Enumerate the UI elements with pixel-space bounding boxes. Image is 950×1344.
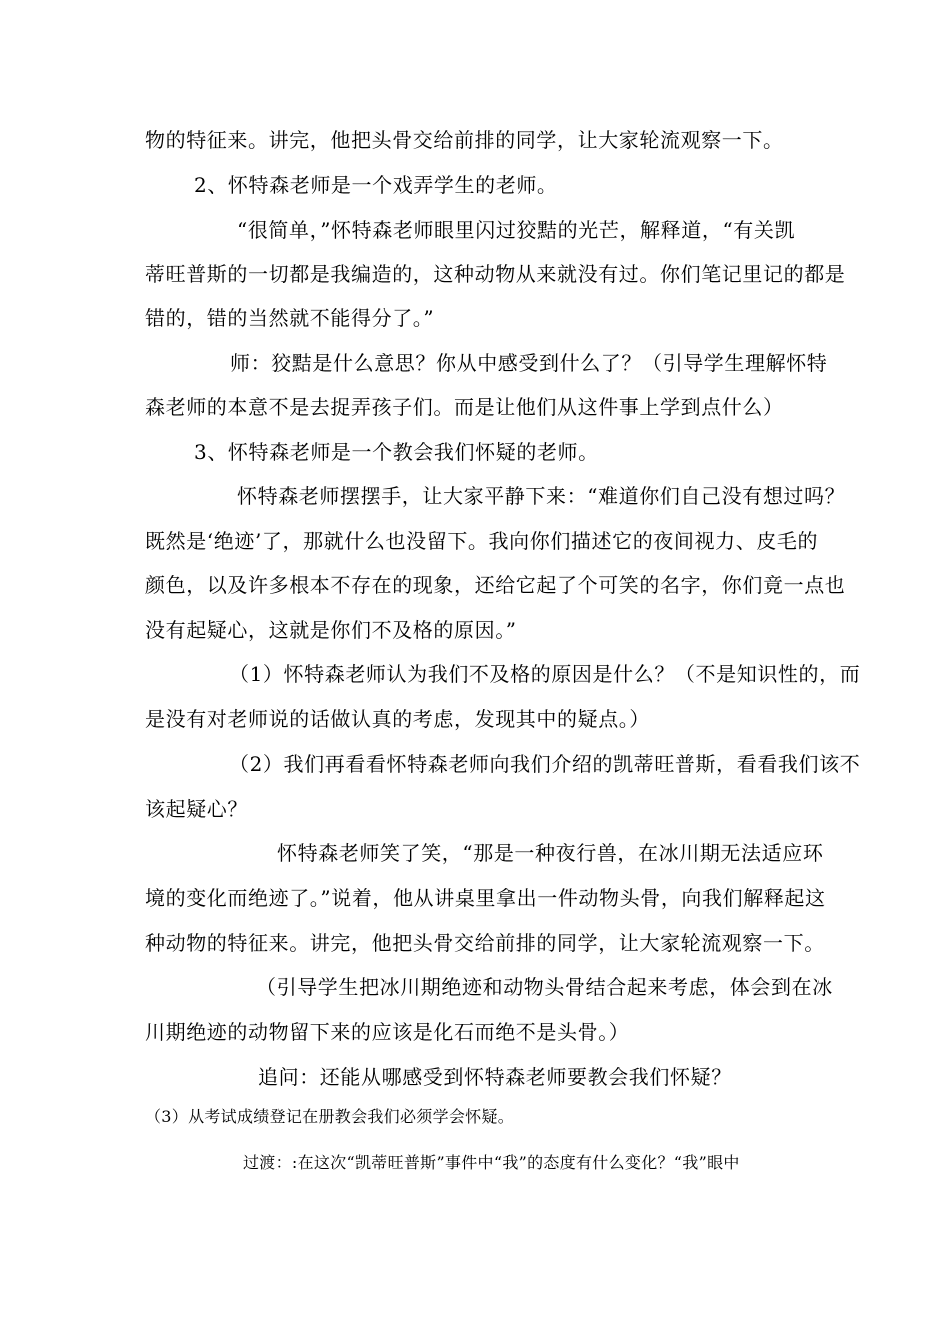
text-line: 错的，错的当然就不能得分了。”: [145, 306, 435, 330]
text-line: 蒂旺普斯的一切都是我编造的，这种动物从来就没有过。你们笔记里记的都是: [145, 262, 846, 286]
text-line: “很简单，”怀特森老师眼里闪过狡黠的光芒，解释道，“有关凯: [237, 218, 796, 242]
text-line: 是没有对老师说的话做认真的考虑，发现其中的疑点。）: [145, 707, 650, 731]
text-line: 2、怀特森老师是一个戏弄学生的老师。: [194, 173, 558, 197]
text-line: 物的特征来。讲完，他把头骨交给前排的同学，让大家轮流观察一下。: [145, 128, 784, 152]
text-line: 没有起疑心，这就是你们不及格的原因。”: [145, 618, 517, 642]
text-line: （3）从考试成绩登记在册教会我们必须学会怀疑。: [145, 1107, 515, 1126]
text-line: （2）我们再看看怀特森老师向我们介绍的凯蒂旺普斯，看看我们该不: [229, 752, 861, 776]
text-line: 3、怀特森老师是一个教会我们怀疑的老师。: [194, 440, 599, 464]
text-line: 怀特森老师笑了笑，“那是一种夜行兽，在冰川期无法适应环: [277, 841, 824, 865]
text-line: 颜色，以及许多根本不存在的现象，还给它起了个可笑的名字，你们竟一点也: [145, 573, 846, 597]
text-line: 种动物的特征来。讲完，他把头骨交给前排的同学，让大家轮流观察一下。: [145, 931, 825, 955]
text-line: 森老师的本意不是去捉弄孩子们。而是让他们从这件事上学到点什么）: [145, 395, 784, 419]
text-line: 既然是‘绝迹’了，那就什么也没留下。我向你们描述它的夜间视力、皮毛的: [145, 529, 819, 553]
text-line: 境的变化而绝迹了。”说着，他从讲桌里拿出一件动物头骨，向我们解释起这: [145, 886, 826, 910]
text-line: （引导学生把冰川期绝迹和动物头骨结合起来考虑，体会到在冰: [256, 975, 833, 999]
text-line: 师：狡黠是什么意思？你从中感受到什么了？（引导学生理解怀特: [230, 351, 828, 375]
text-line: 过渡：:在这次“凯蒂旺普斯”事件中“我”的态度有什么变化？“我”眼中: [243, 1153, 740, 1172]
text-line: 该起疑心？: [145, 797, 248, 821]
text-line: 怀特森老师摆摆手，让大家平静下来：“难道你们自己没有想过吗？: [237, 484, 846, 508]
text-line: 追问：还能从哪感受到怀特森老师要教会我们怀疑？: [258, 1065, 732, 1089]
text-line: 川期绝迹的动物留下来的应该是化石而绝不是头骨。）: [145, 1020, 630, 1044]
text-line: （1）怀特森老师认为我们不及格的原因是什么？（不是知识性的，而: [229, 662, 861, 686]
